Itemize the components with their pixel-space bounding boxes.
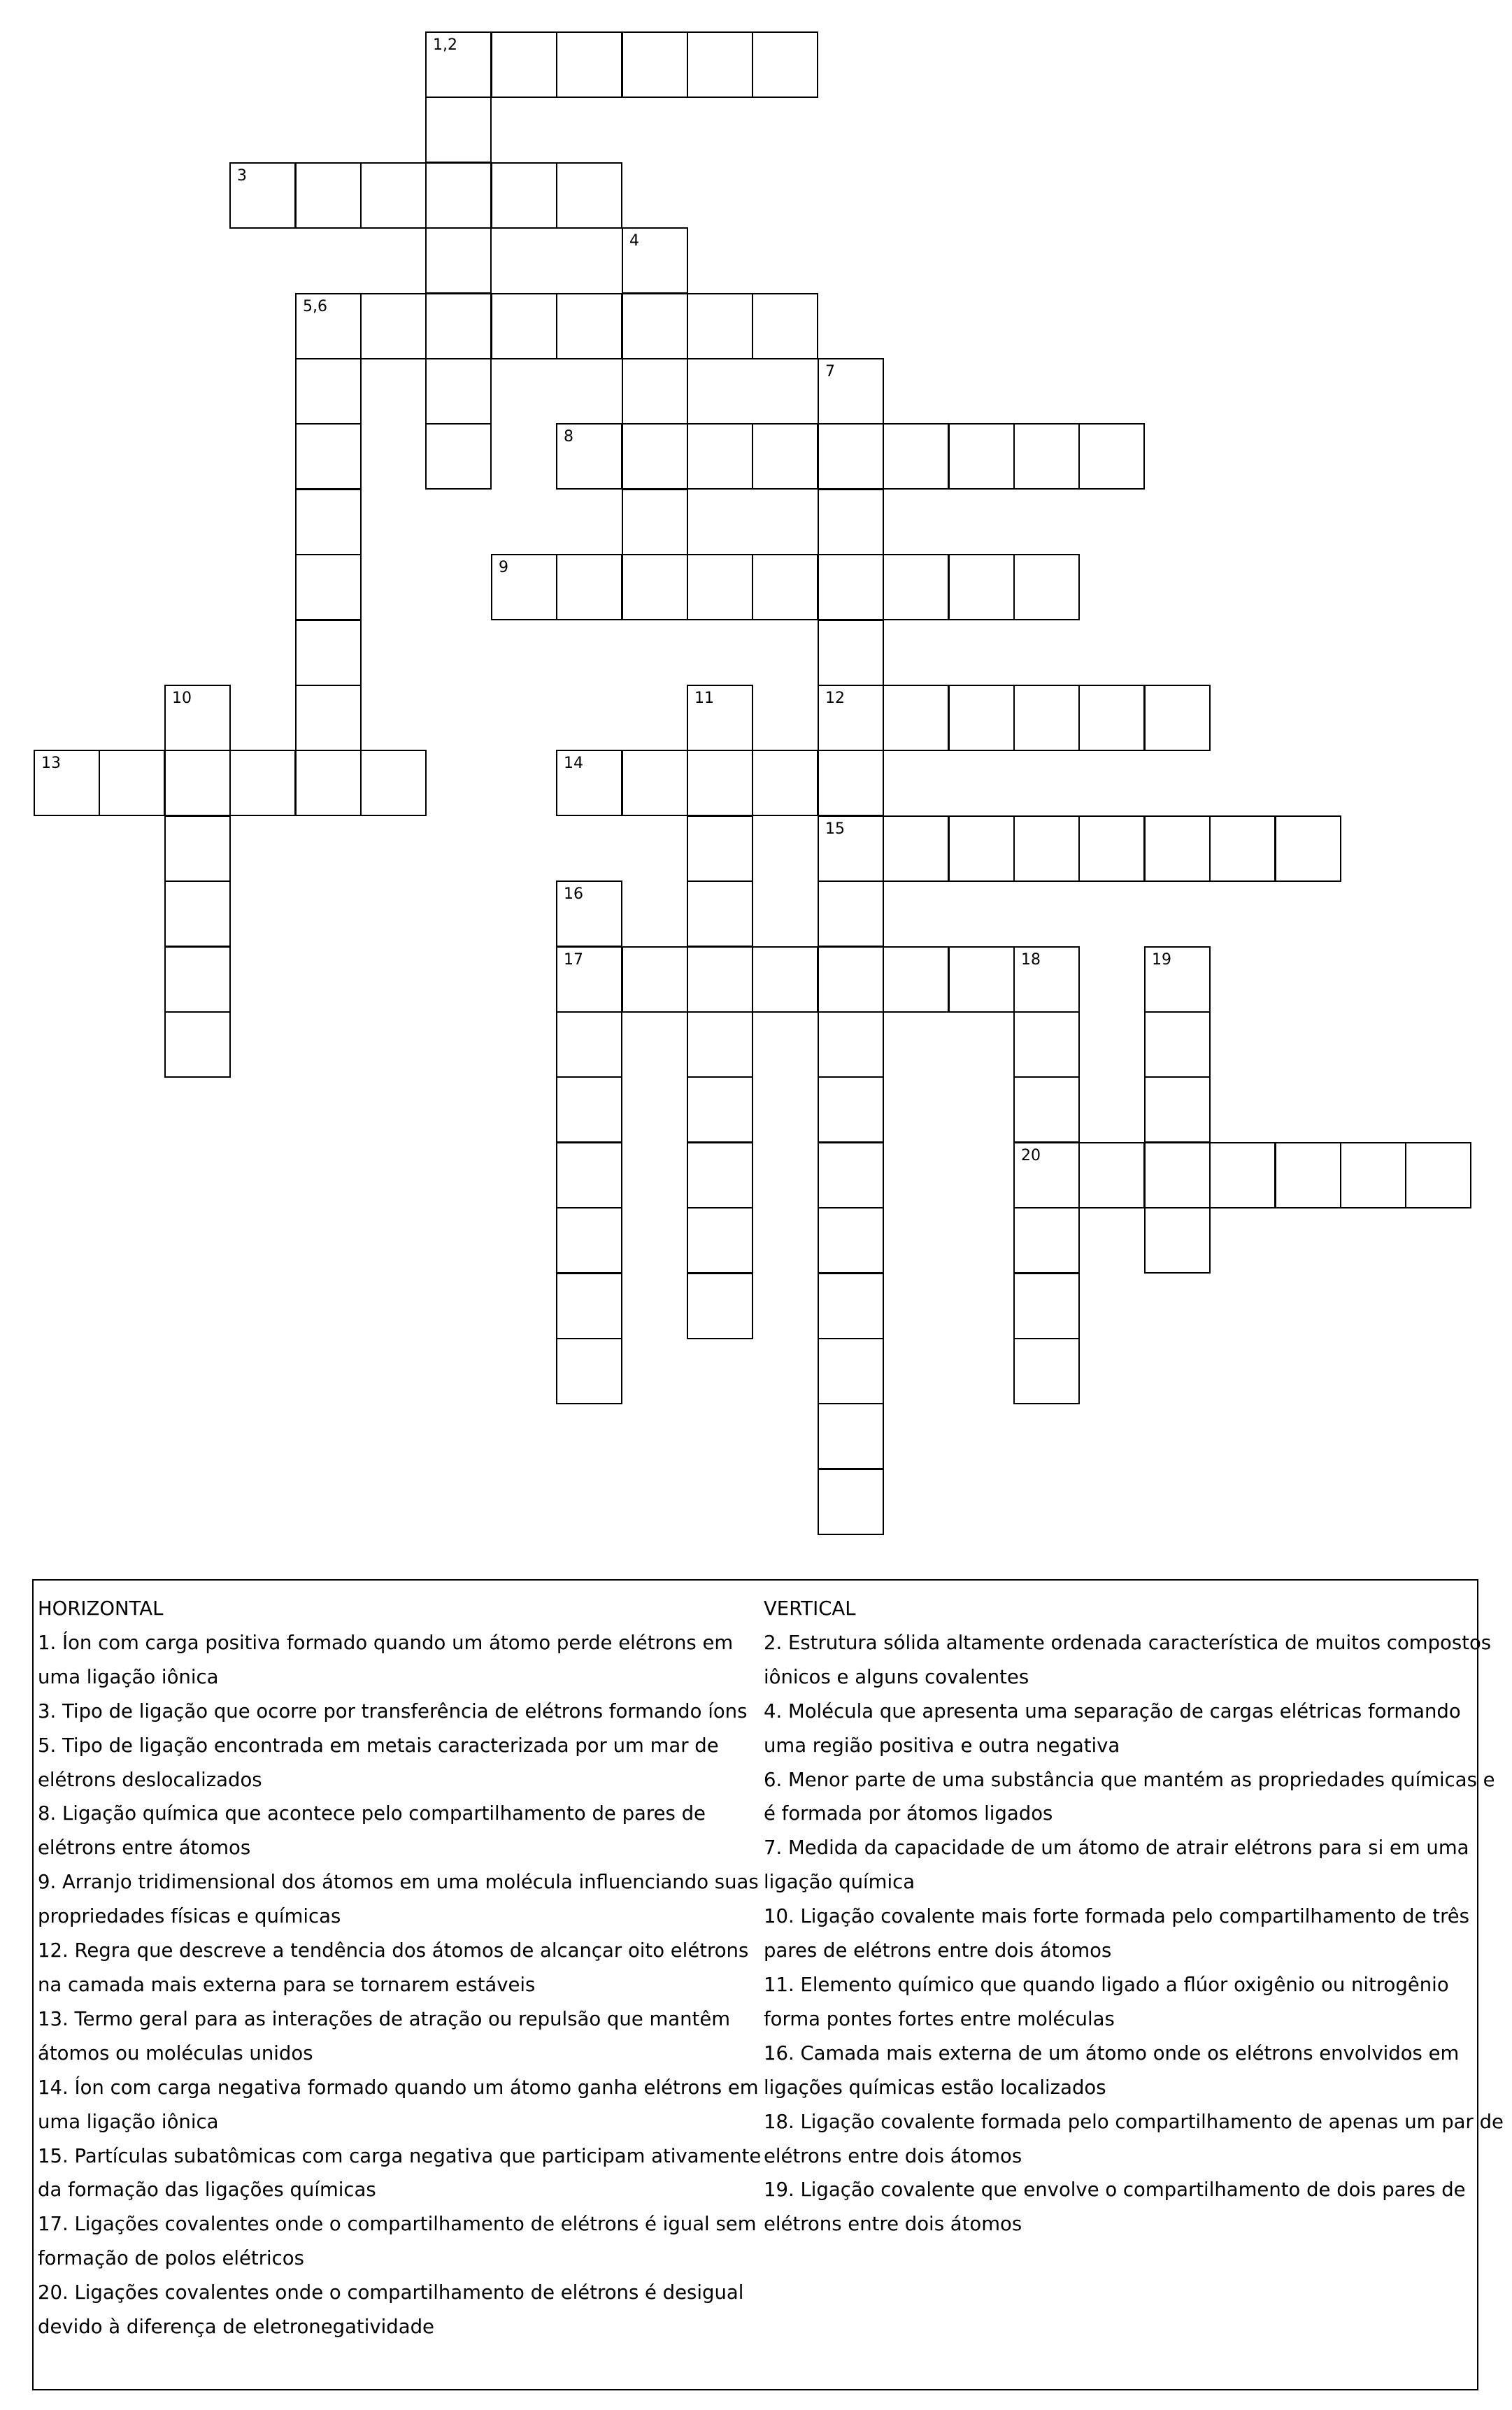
- clue-line: formação de polos elétricos: [38, 2247, 304, 2270]
- crossword-cell[interactable]: [164, 1011, 231, 1078]
- crossword-cell[interactable]: [948, 554, 1015, 620]
- crossword-cell[interactable]: [1144, 1207, 1211, 1274]
- vertical-clues: [764, 1592, 1504, 2241]
- crossword-cell[interactable]: [687, 685, 753, 751]
- horizontal-clues: [38, 1592, 766, 2344]
- crossword-cell[interactable]: [818, 880, 884, 947]
- crossword-cell[interactable]: [164, 946, 231, 1013]
- crossword-cell[interactable]: [1013, 1207, 1080, 1274]
- clue-number: 19: [1152, 951, 1171, 969]
- clue-line: 19. Ligação covalente que envolve o compartilhamento de dois pares de: [764, 2179, 1466, 2202]
- clue-line: uma ligação iônica: [38, 2110, 219, 2133]
- crossword-cell[interactable]: [34, 750, 100, 816]
- clue-number: 16: [564, 885, 583, 903]
- clue-line: elétrons entre átomos: [38, 1837, 251, 1860]
- crossword-cell[interactable]: [818, 750, 884, 816]
- crossword-cell[interactable]: [622, 489, 688, 555]
- clue-line: 17. Ligações covalentes onde o compartilhamento de elétrons é igual sem: [38, 2213, 757, 2236]
- crossword-cell[interactable]: [1144, 815, 1211, 882]
- crossword-cell[interactable]: [164, 750, 231, 816]
- crossword-cell[interactable]: [1144, 946, 1211, 1013]
- clue-number: 20: [1021, 1147, 1041, 1164]
- clue-line: 14. Íon com carga negativa formado quando um átomo ganha elétrons em: [38, 2076, 759, 2099]
- crossword-cell[interactable]: [752, 423, 818, 490]
- crossword-cell[interactable]: [687, 554, 753, 620]
- clue-line: elétrons deslocalizados: [38, 1768, 262, 1791]
- crossword-cell[interactable]: [818, 1142, 884, 1208]
- crossword-cell[interactable]: [556, 31, 622, 98]
- clue-line: pares de elétrons entre dois átomos: [764, 1939, 1112, 1962]
- clue-line: 11. Elemento químico que quando ligado a flúor oxigênio ou nitrogênio: [764, 1973, 1449, 1996]
- crossword-cell[interactable]: [818, 1207, 884, 1274]
- crossword-cell[interactable]: [687, 946, 753, 1013]
- crossword-cell[interactable]: [818, 554, 884, 620]
- crossword-cell[interactable]: [556, 1338, 622, 1404]
- clue-line: 16. Camada mais externa de um átomo onde os elétrons envolvidos em: [764, 2041, 1460, 2065]
- crossword-cell[interactable]: [687, 815, 753, 882]
- crossword-cell[interactable]: [1013, 423, 1080, 490]
- clue-line: iônicos e alguns covalentes: [764, 1665, 1029, 1688]
- crossword-cell[interactable]: [687, 880, 753, 947]
- crossword-cell[interactable]: [1013, 815, 1080, 882]
- crossword-cell[interactable]: [556, 423, 622, 490]
- crossword-cell[interactable]: [622, 293, 688, 359]
- crossword-cell[interactable]: [1013, 1076, 1080, 1143]
- crossword-cell[interactable]: [948, 423, 1015, 490]
- crossword-cell[interactable]: [164, 880, 231, 947]
- crossword-cell[interactable]: [425, 162, 492, 229]
- crossword-cell[interactable]: [556, 1076, 622, 1143]
- horizontal-title: HORIZONTAL: [38, 1597, 164, 1620]
- crossword-cell[interactable]: [622, 946, 688, 1013]
- clue-number: 15: [825, 820, 845, 838]
- clue-line: 18. Ligação covalente formada pelo compartilhamento de apenas um par de: [764, 2110, 1504, 2133]
- crossword-cell[interactable]: [295, 685, 362, 751]
- crossword-cell[interactable]: [818, 1011, 884, 1078]
- crossword-cell[interactable]: [425, 31, 492, 98]
- crossword-cell[interactable]: [752, 750, 818, 816]
- crossword-cell[interactable]: [491, 293, 557, 359]
- crossword-cell[interactable]: [360, 293, 427, 359]
- crossword-cell[interactable]: [491, 31, 557, 98]
- crossword-cell[interactable]: [818, 1338, 884, 1404]
- clue-number: 12: [825, 690, 845, 707]
- crossword-cell[interactable]: [425, 423, 492, 490]
- crossword-cell[interactable]: [883, 815, 949, 882]
- crossword-cell[interactable]: [687, 293, 753, 359]
- crossword-cell[interactable]: [1144, 1011, 1211, 1078]
- clue-line: ligação química: [764, 1871, 915, 1894]
- crossword-cell[interactable]: [556, 1011, 622, 1078]
- crossword-cell[interactable]: [491, 162, 557, 229]
- clue-line: elétrons entre dois átomos: [764, 2144, 1022, 2167]
- crossword-cell[interactable]: [1013, 685, 1080, 751]
- clue-line: 2. Estrutura sólida altamente ordenada característica de muitos compostos: [764, 1631, 1492, 1654]
- crossword-cell[interactable]: [1078, 423, 1145, 490]
- clue-line: 13. Termo geral para as interações de atração ou repulsão que mantêm: [38, 2007, 731, 2030]
- crossword-cell[interactable]: [622, 423, 688, 490]
- clue-number: 13: [41, 755, 61, 772]
- clue-line: ligações químicas estão localizados: [764, 2076, 1106, 2099]
- crossword-cell[interactable]: [1013, 1273, 1080, 1339]
- crossword-cell[interactable]: [883, 423, 949, 490]
- crossword-cell[interactable]: [1013, 1011, 1080, 1078]
- clue-number: 10: [172, 690, 192, 707]
- clue-line: 8. Ligação química que acontece pelo compartilhamento de pares de: [38, 1802, 706, 1825]
- crossword-cell[interactable]: [687, 1142, 753, 1208]
- clue-number: 9: [499, 559, 508, 576]
- crossword-cell[interactable]: [622, 358, 688, 425]
- vertical-title: VERTICAL: [764, 1597, 856, 1620]
- crossword-cell[interactable]: [1013, 554, 1080, 620]
- crossword-cell[interactable]: [818, 1403, 884, 1469]
- crossword-cell[interactable]: [99, 750, 165, 816]
- crossword-cell[interactable]: [818, 358, 884, 425]
- crossword-cell[interactable]: [1275, 1142, 1341, 1208]
- crossword-cell[interactable]: [556, 162, 622, 229]
- clue-line: 1. Íon com carga positiva formado quando um átomo perde elétrons em: [38, 1631, 734, 1654]
- crossword-cell[interactable]: [556, 1273, 622, 1339]
- crossword-cell[interactable]: [1013, 1338, 1080, 1404]
- clue-line: 6. Menor parte de uma substância que mantém as propriedades químicas e: [764, 1768, 1495, 1791]
- crossword-cell[interactable]: [360, 750, 427, 816]
- crossword-cell[interactable]: [948, 685, 1015, 751]
- clue-line: 7. Medida da capacidade de um átomo de atrair elétrons para si em uma: [764, 1837, 1469, 1860]
- crossword-cell[interactable]: [1144, 685, 1211, 751]
- crossword-cell[interactable]: [295, 162, 362, 229]
- crossword-cell[interactable]: [1405, 1142, 1471, 1208]
- clue-line: da formação das ligações químicas: [38, 2179, 376, 2202]
- clue-line: 10. Ligação covalente mais forte formada pelo compartilhamento de três: [764, 1905, 1470, 1928]
- crossword-cell[interactable]: [295, 554, 362, 620]
- crossword-cell[interactable]: [229, 750, 296, 816]
- crossword-cell[interactable]: [1275, 815, 1341, 882]
- crossword-cell[interactable]: [687, 1207, 753, 1274]
- crossword-cell[interactable]: [622, 227, 688, 294]
- clue-number: 7: [825, 363, 835, 380]
- clue-line: 4. Molécula que apresenta uma separação de cargas elétricas formando: [764, 1699, 1461, 1723]
- crossword-cell[interactable]: [622, 750, 688, 816]
- crossword-cell[interactable]: [556, 1207, 622, 1274]
- clue-line: propriedades físicas e químicas: [38, 1905, 341, 1928]
- crossword-cell[interactable]: [752, 946, 818, 1013]
- clue-line: forma pontes fortes entre moléculas: [764, 2007, 1115, 2030]
- crossword-cell[interactable]: [1013, 946, 1080, 1013]
- crossword-cell[interactable]: [948, 815, 1015, 882]
- clue-line: 20. Ligações covalentes onde o compartilhamento de elétrons é desigual: [38, 2281, 744, 2304]
- crossword-cell[interactable]: [556, 750, 622, 816]
- crossword-cell[interactable]: [556, 554, 622, 620]
- clue-number: 18: [1021, 951, 1041, 969]
- clue-number: 1,2: [433, 36, 457, 54]
- crossword-cell[interactable]: [1078, 815, 1145, 882]
- crossword-cell[interactable]: [1013, 1142, 1080, 1208]
- crossword-cell[interactable]: [818, 815, 884, 882]
- crossword-cell[interactable]: [1144, 1076, 1211, 1143]
- crossword-cell[interactable]: [295, 489, 362, 555]
- clue-number: 5,6: [303, 298, 327, 315]
- crossword-cell[interactable]: [164, 815, 231, 882]
- crossword-cell[interactable]: [818, 1273, 884, 1339]
- crossword-cell[interactable]: [1209, 815, 1276, 882]
- crossword-cell[interactable]: [556, 880, 622, 947]
- crossword-cell[interactable]: [752, 554, 818, 620]
- crossword-cell[interactable]: [622, 554, 688, 620]
- clue-line: uma região positiva e outra negativa: [764, 1734, 1120, 1757]
- crossword-cell[interactable]: [622, 31, 688, 98]
- clue-number: 14: [564, 755, 583, 772]
- crossword-cell[interactable]: [883, 554, 949, 620]
- crossword-cell[interactable]: [818, 1469, 884, 1535]
- clues-box: [32, 1579, 1504, 2390]
- crossword-cell[interactable]: [556, 1142, 622, 1208]
- crossword-cell[interactable]: [425, 293, 492, 359]
- crossword-cell[interactable]: [687, 1273, 753, 1339]
- crossword-cell[interactable]: [883, 946, 949, 1013]
- clue-number: 17: [564, 951, 583, 969]
- crossword-cell[interactable]: [491, 554, 557, 620]
- crossword-cell[interactable]: [948, 946, 1015, 1013]
- clue-number: 8: [564, 428, 573, 445]
- crossword-cell[interactable]: [687, 423, 753, 490]
- crossword-cell[interactable]: [229, 162, 296, 229]
- crossword-cell[interactable]: [556, 946, 622, 1013]
- crossword-cell[interactable]: [295, 620, 362, 686]
- crossword-cell[interactable]: [818, 946, 884, 1013]
- crossword-cell[interactable]: [295, 423, 362, 490]
- crossword-cell[interactable]: [818, 423, 884, 490]
- crossword-cell[interactable]: [295, 293, 362, 359]
- crossword-cell[interactable]: [425, 358, 492, 425]
- crossword-cell[interactable]: [1078, 685, 1145, 751]
- crossword-cell[interactable]: [295, 358, 362, 425]
- crossword-cell[interactable]: [752, 293, 818, 359]
- clue-line: 9. Arranjo tridimensional dos átomos em uma molécula influenciando suas: [38, 1871, 759, 1894]
- clue-line: 15. Partículas subatômicas com carga negativa que participam ativamente: [38, 2144, 762, 2167]
- crossword-cell[interactable]: [1340, 1142, 1406, 1208]
- crossword-cell[interactable]: [1078, 1142, 1145, 1208]
- crossword-cell[interactable]: [818, 685, 884, 751]
- crossword-cell[interactable]: [687, 1076, 753, 1143]
- crossword-cell[interactable]: [425, 227, 492, 294]
- crossword-cell[interactable]: [687, 1011, 753, 1078]
- crossword-cell[interactable]: [1209, 1142, 1276, 1208]
- clue-line: uma ligação iônica: [38, 1665, 219, 1688]
- clue-line: 3. Tipo de ligação que ocorre por transferência de elétrons formando íons: [38, 1699, 748, 1723]
- clue-number: 11: [694, 690, 714, 707]
- crossword-cell[interactable]: [687, 750, 753, 816]
- clue-line: elétrons entre dois átomos: [764, 2213, 1022, 2236]
- crossword-cell[interactable]: [360, 162, 427, 229]
- clue-line: átomos ou moléculas unidos: [38, 2041, 313, 2065]
- clue-line: 12. Regra que descreve a tendência dos átomos de alcançar oito elétrons: [38, 1939, 749, 1962]
- crossword-cell[interactable]: [295, 750, 362, 816]
- crossword-cell[interactable]: [164, 685, 231, 751]
- clue-line: é formada por átomos ligados: [764, 1802, 1053, 1825]
- crossword-cell[interactable]: [818, 620, 884, 686]
- clue-number: 4: [629, 232, 639, 250]
- crossword-cell[interactable]: [818, 489, 884, 555]
- clue-line: devido à diferença de eletronegatividade: [38, 2316, 434, 2339]
- crossword-cell[interactable]: [883, 685, 949, 751]
- clue-line: 5. Tipo de ligação encontrada em metais caracterizada por um mar de: [38, 1734, 719, 1757]
- crossword-cell[interactable]: [1144, 1142, 1211, 1208]
- crossword-cell[interactable]: [687, 31, 753, 98]
- crossword-cell[interactable]: [752, 31, 818, 98]
- crossword-cell[interactable]: [425, 97, 492, 163]
- crossword-cell[interactable]: [818, 1076, 884, 1143]
- clue-line: na camada mais externa para se tornarem estáveis: [38, 1973, 536, 1996]
- crossword-cell[interactable]: [556, 293, 622, 359]
- clue-number: 3: [237, 167, 247, 185]
